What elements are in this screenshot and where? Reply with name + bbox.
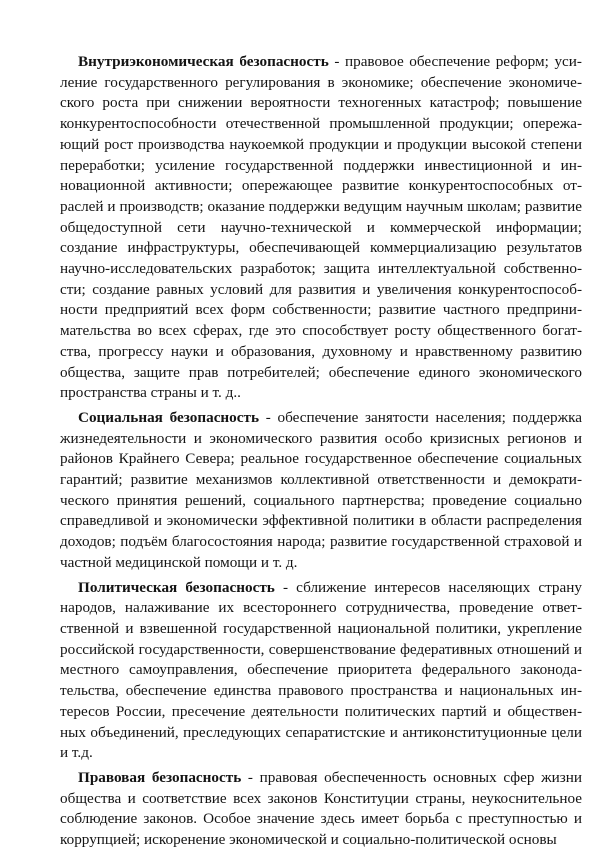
term-heading: Правовая безопасность <box>78 768 242 786</box>
text-body <box>60 52 582 851</box>
paragraph-text: - правовая обеспеченность основных сфер жизни общества и соответствие всех законов Конституции страны, неукоснительное соблюдение законов. Особое значение здесь имеет борьба с преступностью и коррупцией; искоренение экономической и социально-политической основы <box>60 768 582 849</box>
paragraph-social-security <box>60 408 582 574</box>
term-heading: Внутриэкономическая безопасность <box>78 53 329 70</box>
paragraph-text: - правовое обеспечение реформ; усиление государственного регулирования в экономике; обеспечение экономического роста при снижении вероятности техногенных катастроф; повышение конкурентоспособности отечественной промышленной продукции; опережающий рост производства наукоемкой продукции и продукции высокой степени переработки; усиление государственной поддержки инвестиционной и инновационной активности; опережающее развитие конкурентоспособных отраслей и производств; оказание поддержки ведущим научным школам; развитие общедоступной сети научно-технической и коммерческой информации; создание инфраструктуры, обеспечивающей коммерциализацию результатов научно-исследовательских разработок; защита интеллектуальной собственности; создание равных условий для развития и увеличения конкурентоспособности предприятий всех форм собственности; развитие частного предпринимательства во всех сферах, где это способствует росту общественного богатства, прогрессу науки и образования, духовному и нравственному развитию общества, защите прав потребителей; обеспечение единого экономического пространства страны и т. д.. <box>60 53 582 402</box>
paragraph-text: - сближение интересов населяющих страну народов, налаживание их всестороннего сотрудничества, проведение ответственной и взвешенной государственной национальной политики, укрепление российской государственности, совершенствование федеративных отношений и местного самоуправления, обеспечение приоритета федерального законодательства, обеспечение единства правового пространства и национальных интересов России, пресечение деятельности политических партий и общественных объединений, преследующих сепаратистские и антиконституционные цели и т.д. <box>60 578 582 762</box>
term-heading: Социальная безопасность <box>78 408 260 426</box>
term-heading: Политическая безопасность <box>78 578 275 596</box>
paragraph-text: - обеспечение занятости населения; поддержка жизнедеятельности и экономического развития особо кризисных регионов и районов Крайнего Севера; реальное государственное обеспечение социальных гарантий; развитие механизмов коллективной ответственности и демократического принятия решений, социального партнерства; проведение социально справедливой и экономически эффективной политики в области распределения доходов; подъём благосостояния народа; развитие государственной страховой и частной медицинской помощи и т. д. <box>60 408 582 571</box>
paragraph-internal-economic-security <box>60 52 582 404</box>
paragraph-legal-security <box>60 768 582 851</box>
paragraph-political-security <box>60 578 582 764</box>
